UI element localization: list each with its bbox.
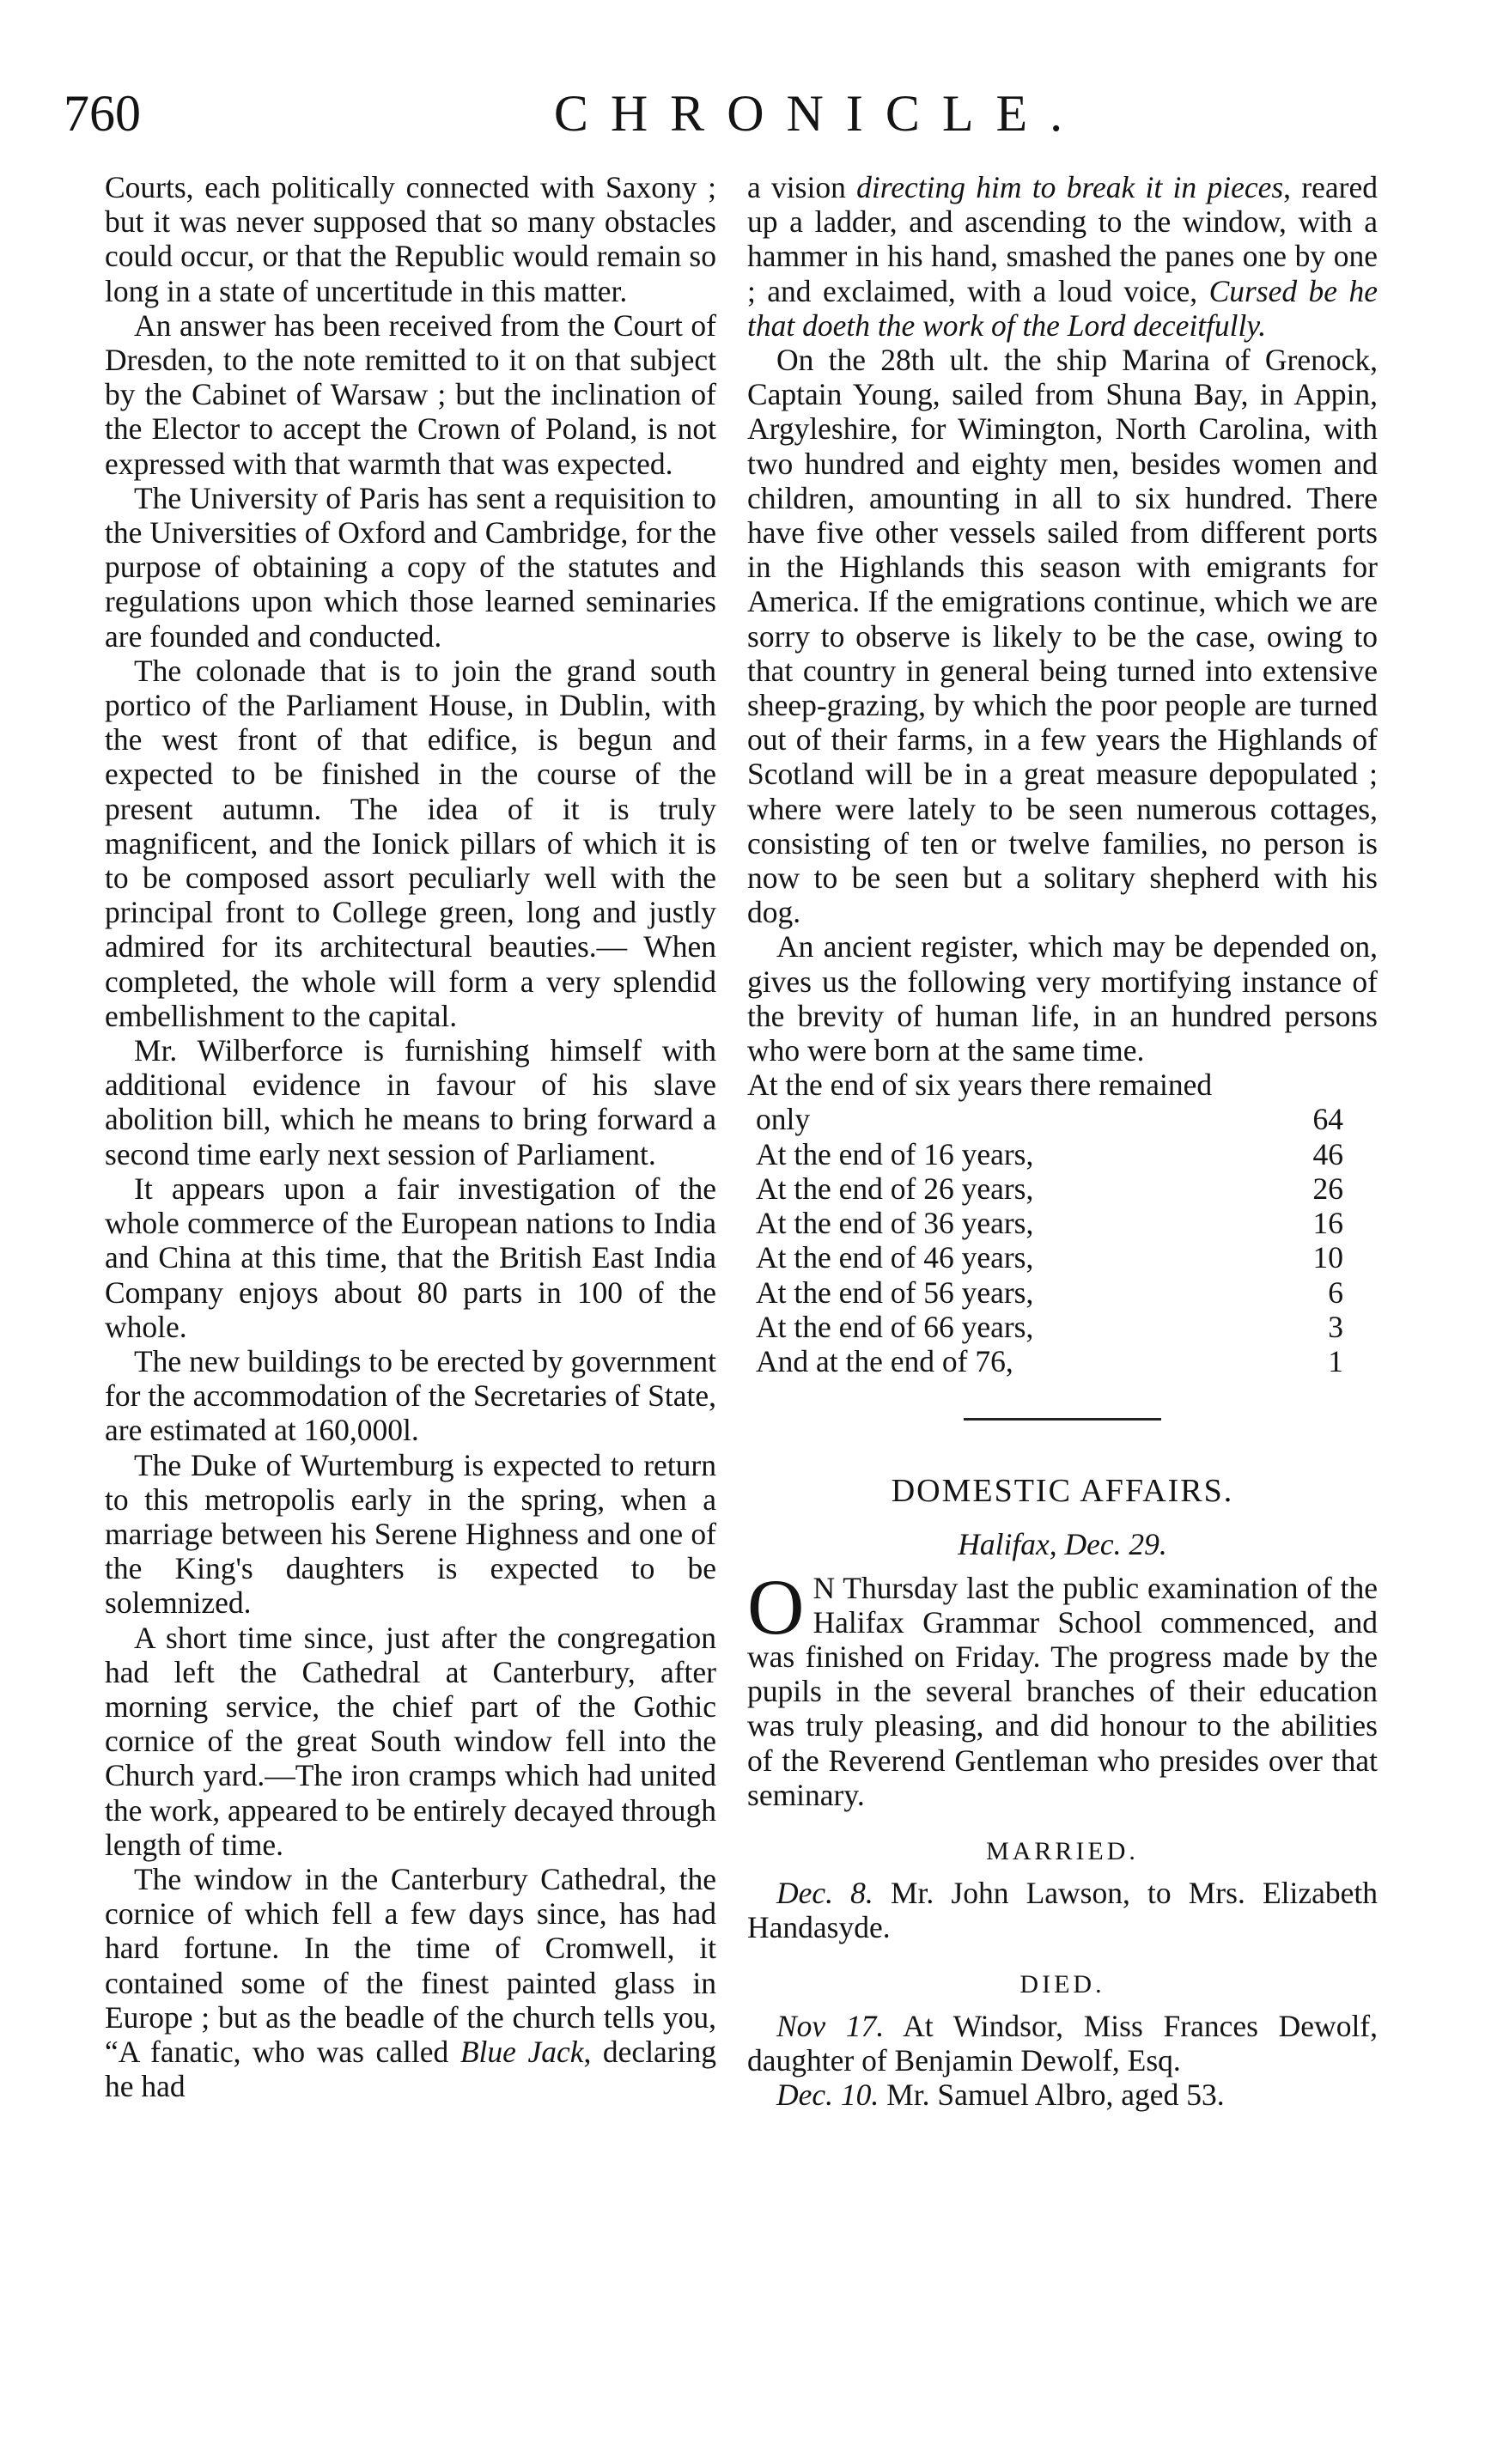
died-heading: DIED.: [1019, 1969, 1105, 1999]
italic-phrase: directing him to break it in pieces: [856, 170, 1284, 204]
right-column: [747, 170, 1378, 2112]
page-header: [64, 79, 1403, 148]
mortality-label: At the end of 56 years,: [756, 1275, 1034, 1310]
mortality-value: 10: [1312, 1240, 1343, 1275]
mortality-value: 1: [1328, 1343, 1343, 1378]
drop-cap: O: [747, 1562, 805, 1651]
entry-date: Dec. 8.: [776, 1876, 873, 1911]
mortality-row: [747, 1206, 1378, 1240]
died-entry: [747, 2009, 1378, 2078]
mortality-value: 26: [1312, 1171, 1343, 1206]
mortality-value: 3: [1328, 1309, 1343, 1344]
paragraph-text: N Thursday last the public examination of the Halifax Grammar School commenced, and was finished on Friday. The progress made by the pupils in the several branches of their education was truly pleasing, and did honour to the abilities of the Reverend Gentleman who presides over that seminary.: [747, 1570, 1378, 1812]
article-paragraph: A short time since, just after the congregation had left the Cathedral at Canterbury, after morning service, the chief part of the Gothic cornice of the great South window fell into the Church yard.—The iron cramps which had united the work, appeared to be entirely decayed through length of time.: [105, 1620, 716, 1862]
section-divider: [964, 1418, 1161, 1421]
running-title: CHRONICLE.: [553, 85, 1086, 142]
article-paragraph: [105, 1862, 716, 2103]
mortality-value: 46: [1312, 1136, 1343, 1171]
mortality-row: [747, 1102, 1378, 1136]
entry-date: Dec. 10.: [776, 2078, 879, 2113]
mortality-value: 16: [1312, 1206, 1343, 1241]
article-paragraph: An answer has been received from the Court of Dresden, to the note remitted to it on that subject by the Cabinet of Warsaw ; but the inclination of the Elector to accept the Crown of Poland, is not expressed with that warmth that was expected.: [105, 307, 716, 481]
article-paragraph: It appears upon a fair investigation of the whole commerce of the European nations to India and China at this time, that the British East India Company enjoys about 80 parts in 100 of the whole.: [105, 1171, 716, 1344]
mortality-label: At the end of 36 years,: [756, 1206, 1034, 1241]
mortality-row: [747, 1068, 1378, 1102]
article-paragraph: Courts, each politically connected with Saxony ; but it was never supposed that so many obstacles could occur, or that the Republic would remain so long in a state of uncertitude in this matter.: [105, 170, 716, 308]
article-paragraph: The University of Paris has sent a requisition to the Universities of Oxford and Cambridge, for the purpose of obtaining a copy of the statutes and regulations upon which those learned seminaries are founded and conducted.: [105, 480, 716, 654]
article-paragraph: Mr. Wilberforce is furnishing himself with additional evidence in favour of his slave abolition bill, which he means to bring forward a second time early next session of Parliament.: [105, 1033, 716, 1171]
left-column: [105, 170, 716, 2103]
mortality-label: At the end of 66 years,: [756, 1309, 1034, 1344]
article-paragraph: An ancient register, which may be depended on, gives us the following very mortifying instance of the brevity of human life, in an hundred persons who were born at the same time.: [747, 929, 1378, 1068]
married-entry: [747, 1876, 1378, 1944]
mortality-value: 6: [1328, 1275, 1343, 1310]
article-paragraph: On the 28th ult. the ship Marina of Grenock, Captain Young, sailed from Shuna Bay, in Appin, Argyleshire, for Wimington, North Carolina, with two hundred and eighty men, besides women and children, amounting in all to six hundred. There have five other vessels sailed from different ports in the Highlands this season with emigrants for America. If the emigrations continue, which we are sorry to observe is likely to be the case, owing to that country in general being turned into extensive sheep-grazing, by which the poor people are turned out of their farms, in a few years the Highlands of Scotland will be in a great measure depopulated ; where were lately to be seen numerous cottages, consisting of ten or twelve families, no person is now to be seen but a solitary shepherd with his dog.: [747, 343, 1378, 930]
page-number: 760: [64, 85, 141, 142]
mortality-label: And at the end of 76,: [756, 1343, 1013, 1378]
italic-quote: Cursed be he that doeth the work of the Lord deceitfully.: [747, 273, 1378, 343]
mortality-row: [747, 1275, 1378, 1310]
article-paragraph: The colonade that is to join the grand south portico of the Parliament House, in Dublin, with the west front of that edifice, is begun and expected to be finished in the course of the present autumn. The idea of it is truly magnificent, and the Ionick pillars of which it is to be composed assort peculiarly well with the principal front to College green, long and justly admired for its architectural beauties.— When completed, the whole will form a very splendid embellishment to the capital.: [105, 653, 716, 1033]
domestic-paragraph: [747, 1562, 1378, 1812]
cont-text: a vision: [747, 170, 846, 204]
died-entry: [747, 2078, 1378, 2112]
mortality-table: [747, 1068, 1378, 1378]
mortality-row: [747, 1240, 1378, 1275]
mortality-row: [747, 1171, 1378, 1206]
cont-text: , reared up a ladder, and ascending to the window, with a hammer in his hand, smashed the panes one by one ; and exclaimed, with a loud voice,: [747, 170, 1378, 308]
mortality-row: [747, 1137, 1378, 1171]
entry-date: Nov 17.: [776, 2008, 885, 2043]
article-paragraph: The new buildings to be erected by government for the accommodation of the Secretaries of State, are estimated at 160,000l.: [105, 1343, 716, 1448]
paragraph-text: The window in the Canterbury Cathedral, the cornice of which fell a few days since, has had hard fortune. In the time of Cromwell, it contained some of the finest painted glass in Europe ; but as the beadle of the church tells you, “A fanatic, who was called: [105, 1861, 716, 2069]
entry-text: At Windsor, Miss Frances Dewolf, daughter of Benjamin Dewolf, Esq.: [747, 2008, 1378, 2078]
mortality-label: At the end of 16 years,: [756, 1136, 1034, 1171]
mortality-label: only: [756, 1102, 811, 1137]
mortality-row: [747, 1344, 1378, 1378]
dateline: Halifax, Dec. 29.: [958, 1527, 1167, 1562]
mortality-row: [747, 1310, 1378, 1344]
entry-text: Mr. John Lawson, to Mrs. Elizabeth Handasyde.: [747, 1876, 1378, 1945]
paragraph-tail: , declaring he had: [105, 2034, 716, 2104]
mortality-label: At the end of 46 years,: [756, 1240, 1034, 1275]
mortality-value: 64: [1312, 1102, 1343, 1137]
italic-name: Blue Jack: [459, 2034, 584, 2069]
married-heading: MARRIED.: [986, 1836, 1139, 1865]
section-heading: DOMESTIC AFFAIRS.: [891, 1473, 1234, 1510]
article-paragraph: The Duke of Wurtemburg is expected to return to this metropolis early in the spring, when a marriage between his Serene Highness and one of the King's daughters is expected to be solemnized.: [105, 1447, 716, 1621]
continued-paragraph: [747, 170, 1378, 343]
entry-text: Mr. Samuel Albro, aged 53.: [886, 2078, 1225, 2113]
mortality-label: At the end of 26 years,: [756, 1171, 1034, 1206]
mortality-label: At the end of six years there remained: [747, 1068, 1213, 1103]
